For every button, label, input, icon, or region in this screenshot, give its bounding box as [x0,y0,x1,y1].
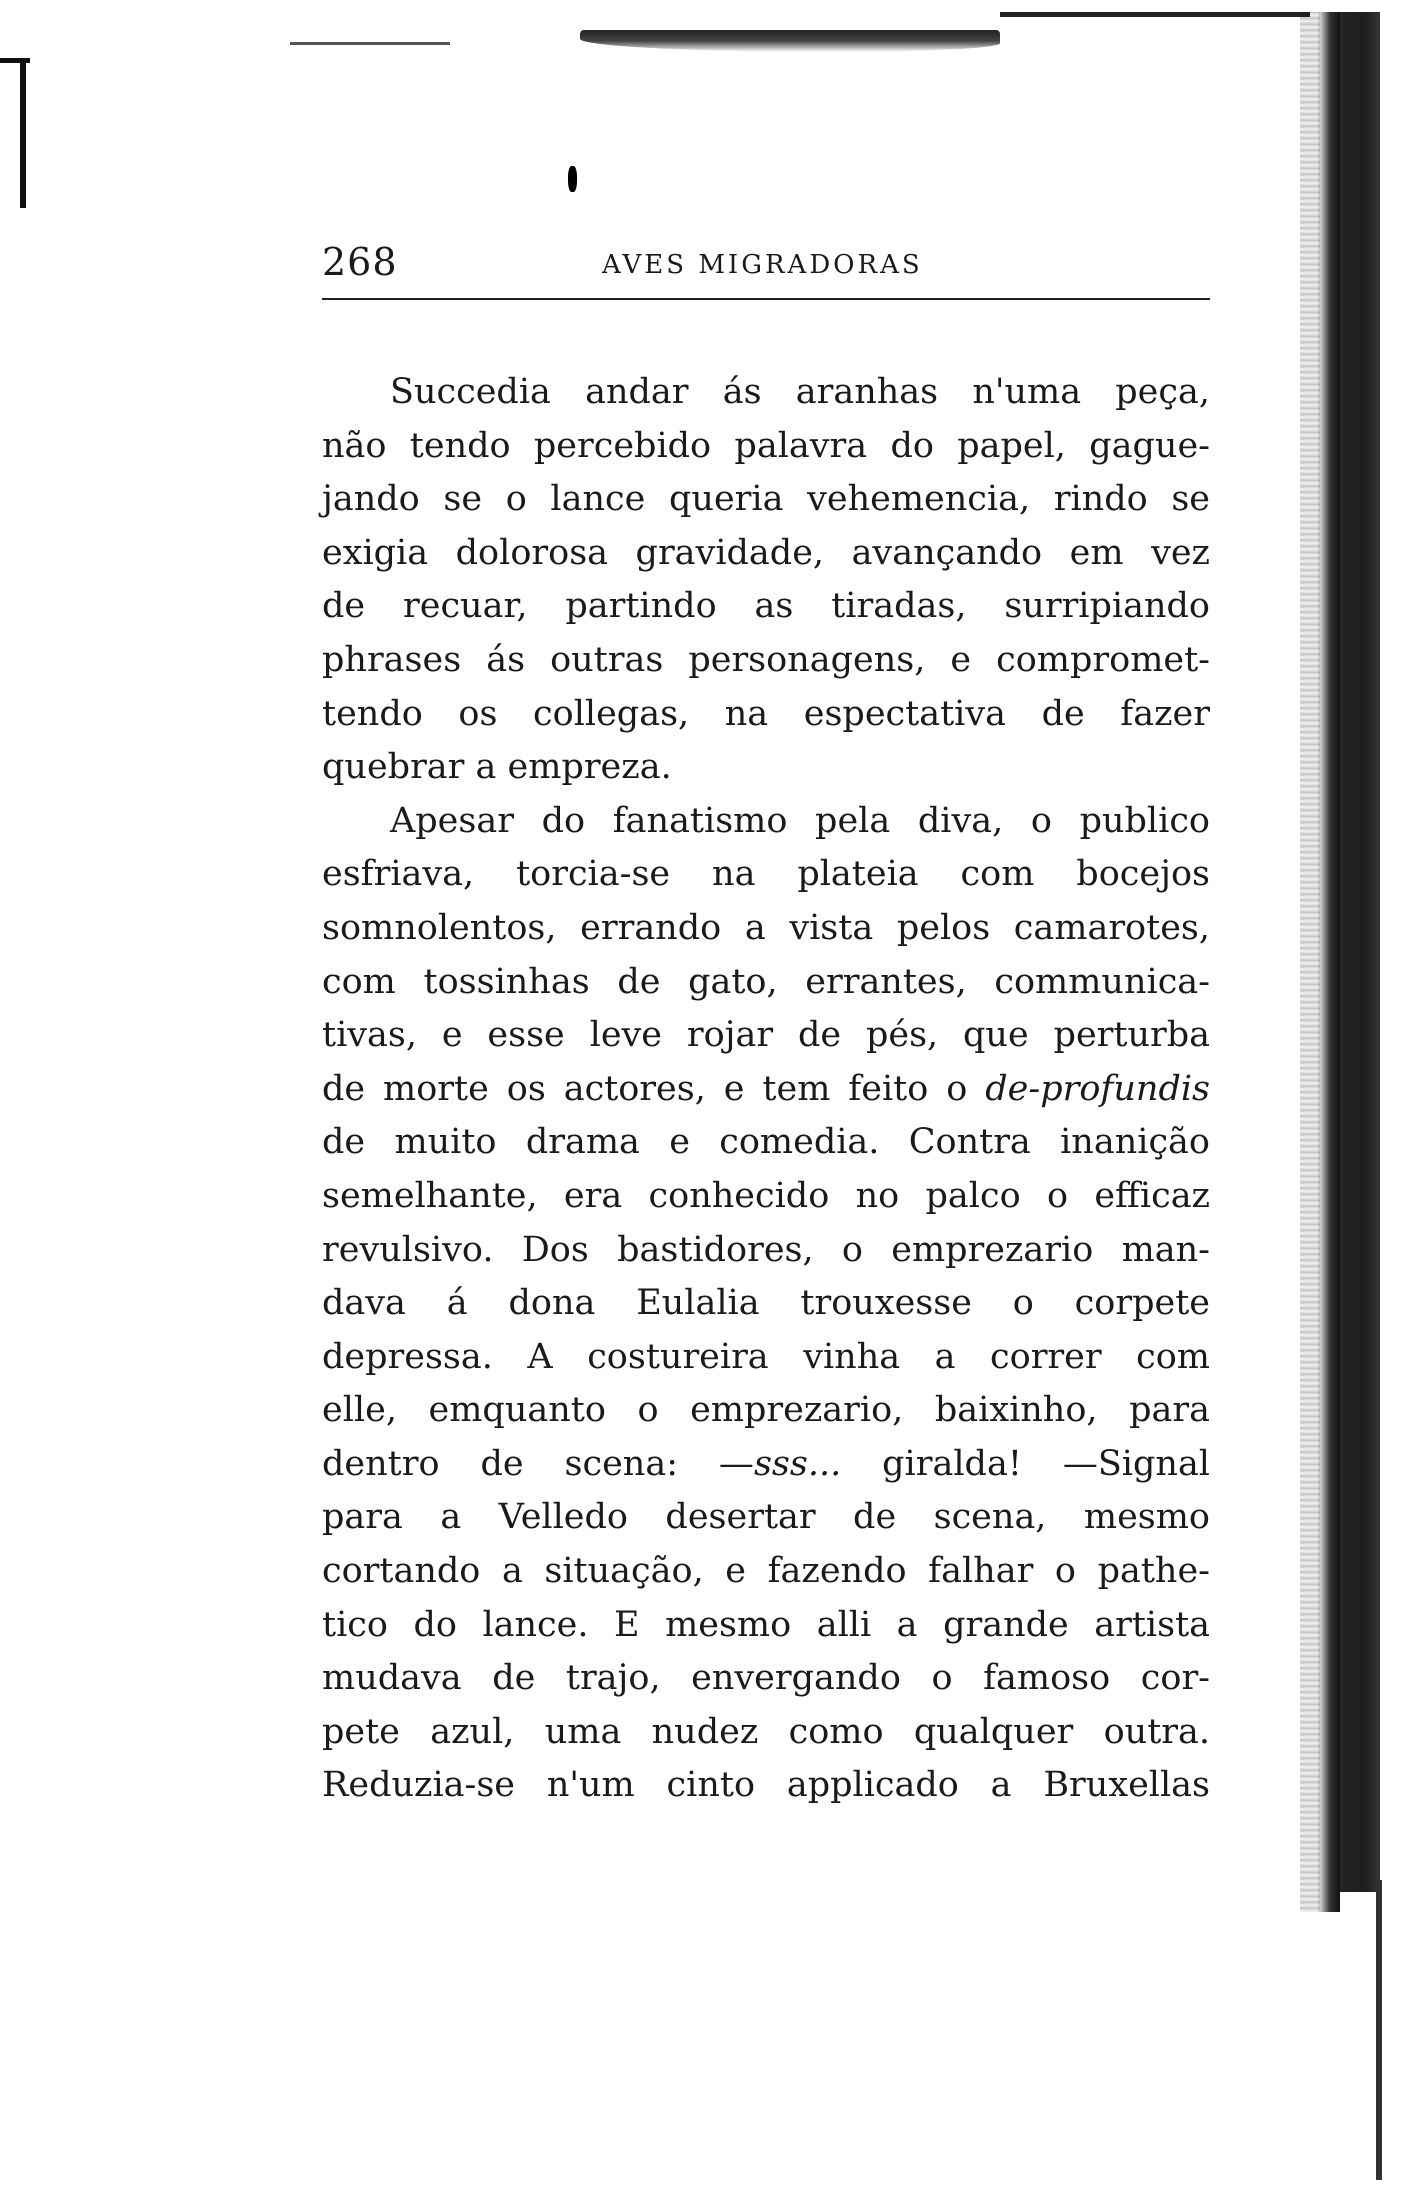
scan-edge-mark [1376,1880,1382,2180]
text-line: dava á dona Eulalia trouxesse o corpete [322,1283,1210,1324]
scan-edge-mark [20,58,26,208]
text-line: de muito drama e comedia. Contra inanição [322,1122,1210,1163]
text-line-with-italic [322,1063,1210,1117]
text-line: depressa. A costureira vinha a correr com [322,1336,1210,1377]
text-line: Succedia andar ás aranhas n'uma peça, [390,372,1210,412]
text-fragment: giralda! —Signal [882,1443,1210,1484]
text-line: esfriava, torcia-se na plateia com bocejos [322,854,1210,895]
text-line: phrases ás outras personagens, e compromet- [322,639,1210,680]
scan-shadow [1340,12,1380,1892]
text-line: elle, emquanto o emprezario, baixinho, para [322,1390,1210,1431]
italic-phrase: de-profundis [985,1068,1210,1109]
scan-edge-mark [290,42,450,45]
text-line: tivas, e esse leve rojar de pés, que perturba [322,1015,1210,1056]
scan-edge-mark [1000,12,1310,17]
text-line: mudava de trajo, envergando o famoso cor- [322,1658,1210,1699]
page-number: 268 [322,240,398,284]
text-line: quebrar a empreza. [322,747,672,788]
scan-shadow [1300,12,1320,1912]
text-line: com tossinhas de gato, errantes, communica- [322,961,1210,1002]
text-line: tendo os collegas, na espectativa de fazer [322,693,1210,734]
scan-shadow [1318,12,1340,1912]
italic-phrase: sss... [753,1443,842,1484]
text-fragment: de morte os actores, e tem feito o [322,1068,968,1109]
text-line: Apesar do fanatismo pela diva, o publico [390,800,1210,841]
text-line: exigia dolorosa gravidade, avançando em vez [322,532,1210,573]
ink-blot [568,166,577,192]
text-line: jando se o lance queria vehemencia, rindo se [322,479,1210,520]
book-title: AVES MIGRADORAS [602,250,923,280]
text-line: Reduzia-se n'um cinto applicado a Bruxellas [322,1765,1210,1806]
text-line-with-italic [322,1438,1210,1492]
text-line: de recuar, partindo as tiradas, surripiando [322,586,1210,627]
body-text [322,366,1210,1813]
text-line: para a Velledo desertar de scena, mesmo [322,1497,1210,1538]
text-line: cortando a situação, e fazendo falhar o pathe- [322,1551,1210,1592]
header-rule [322,298,1210,300]
text-line: não tendo percebido palavra do papel, gague- [322,425,1210,466]
text-line: semelhante, era conhecido no palco o efficaz [322,1175,1210,1216]
text-line: pete azul, uma nudez como qualquer outra. [322,1711,1210,1752]
running-head [322,240,1210,290]
text-line: somnolentos, errando a vista pelos camarotes, [322,907,1210,948]
text-line: revulsivo. Dos bastidores, o emprezario man- [322,1229,1210,1270]
text-fragment: dentro de scena: — [322,1443,754,1484]
text-line: tico do lance. E mesmo alli a grande artista [322,1604,1210,1645]
scan-shadow [580,30,1000,52]
